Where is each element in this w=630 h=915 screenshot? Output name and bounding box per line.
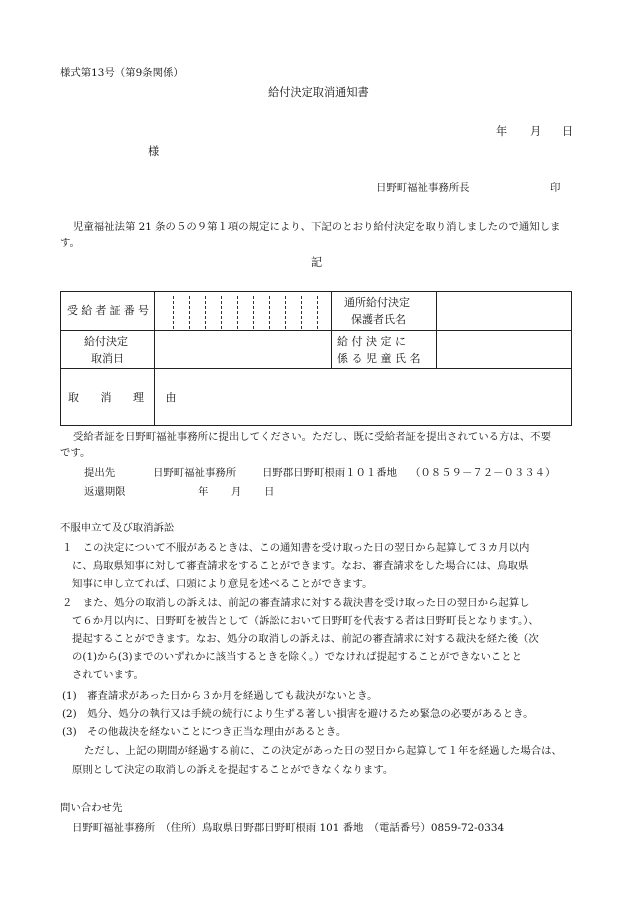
date-day-label: 日: [562, 125, 574, 138]
guardian-label-line2: 保護者氏名: [351, 313, 406, 326]
digit-box-divider: [317, 296, 318, 329]
contact-details: 日野町福祉事務所 （住所）鳥取県日野郡日野町根雨 101 番地 （電話番号）0859-72-0334: [72, 822, 505, 834]
decision-date-label-line2: 取消日: [91, 352, 124, 365]
digit-box-divider: [221, 296, 222, 329]
appeal-paragraph-2-line: の(1)から(3)までのいずれかに該当するときを除く。）でなければ提起することができないことと: [72, 651, 523, 663]
child-name-label-line2: 係 る 児 童 氏 名: [337, 352, 421, 365]
appeal-proviso-line1: ただし、上記の期間が経過する前に、この決定があった日の翌日から起算して１年を経過した場合は、: [84, 745, 562, 757]
cancellation-reason-label: 取 消 理 由: [68, 391, 186, 404]
form-number: 様式第13号（第9条関係）: [60, 67, 184, 79]
ki-mark: 記: [311, 256, 323, 269]
appeal-paragraph-1-line: １ この決定について不服があるときは、この通知書を受け取った日の翌日から起算して３カ月以内: [62, 542, 530, 554]
document-title: 給付決定取消通知書: [268, 86, 369, 99]
decision-date-label-line1: 給付決定: [84, 335, 128, 348]
table-divider: [436, 292, 437, 368]
appeal-exception-item-2: (2) 処分、処分の執行又は手続の続行により生ずる著しい損害を避けるため緊急の必要があるとき。: [62, 708, 534, 720]
appeal-paragraph-2-line: て６か月以内に、日野町を被告として（訴訟において日野町を代表する者は日野町長となります。）、: [72, 615, 539, 627]
destination-office: 日野町福祉事務所: [153, 467, 237, 479]
deadline-month-label: 月: [231, 486, 242, 498]
child-name-label-line1: 給 付 決 定 に: [337, 335, 406, 348]
destination-label: 提出先: [84, 467, 116, 479]
digit-box-divider: [189, 296, 190, 329]
submission-note-line2: です。: [60, 447, 91, 459]
intro-line-1: 児童福祉法第 21 条の５の９第１項の規定により、下記のとおり給付決定を取り消しましたので通知しま: [73, 221, 561, 233]
addressee-honorific: 様: [148, 145, 160, 158]
appeal-exception-item-1: (1) 審査請求があった日から３か月を経過しても裁決がないとき。: [62, 690, 378, 702]
guardian-label-line1: 通所給付決定: [344, 296, 410, 309]
digit-box-divider: [237, 296, 238, 329]
appeal-heading: 不服申立て及び取消訴訟: [60, 522, 175, 534]
digit-box-divider: [285, 296, 286, 329]
intro-line-2: す。: [60, 237, 80, 249]
appeal-proviso-line2: 原則として決定の取消しの訴えを提起することができなくなります。: [72, 764, 394, 776]
seal-mark: 印: [550, 182, 561, 194]
submission-note-line1: 受給者証を日野町福祉事務所に提出してください。ただし、既に受給者証を提出されている方は、不要: [73, 431, 551, 443]
issuer-name: 日野町福祉事務所長: [376, 182, 470, 194]
table-divider: [61, 368, 571, 369]
destination-phone: （０８５９－７２－０３３４）: [410, 467, 556, 479]
appeal-paragraph-2-line: ２ また、処分の取消しの訴えは、前記の審査請求に対する裁決書を受け取った日の翌日から起算し: [62, 597, 530, 609]
destination-address: 日野郡日野町根雨１０１番地: [262, 467, 398, 479]
date-month-label: 月: [530, 125, 542, 138]
digit-box-divider: [253, 296, 254, 329]
appeal-paragraph-1-line: に、鳥取県知事に対して審査請求をすることができます。なお、審査請求をした場合には、鳥取県: [72, 560, 529, 572]
date-year-label: 年: [496, 125, 508, 138]
deadline-year-label: 年: [198, 486, 209, 498]
digit-box-divider: [269, 296, 270, 329]
recipient-number-label: 受給者証番号: [67, 304, 153, 317]
appeal-paragraph-2-line: されています。: [72, 669, 144, 681]
cancellation-table: [60, 291, 572, 426]
digit-box-divider: [173, 296, 174, 329]
deadline-day-label: 日: [264, 486, 275, 498]
contact-heading: 問い合わせ先: [60, 802, 123, 814]
table-divider: [61, 330, 571, 331]
table-divider: [331, 292, 332, 368]
digit-box-divider: [301, 296, 302, 329]
return-deadline-label: 返還期限: [84, 486, 126, 498]
appeal-exception-item-3: (3) その他裁決を経ないことにつき正当な理由があるとき。: [62, 726, 347, 738]
appeal-paragraph-1-line: 知事に申し立てれば、口頭により意見を述べることができます。: [72, 578, 373, 590]
digit-box-divider: [205, 296, 206, 329]
appeal-paragraph-2-line: 提起することができます。なお、処分の取消しの訴えは、前記の審査請求に対する裁決を経た後（次: [72, 633, 539, 645]
table-divider: [154, 292, 155, 425]
